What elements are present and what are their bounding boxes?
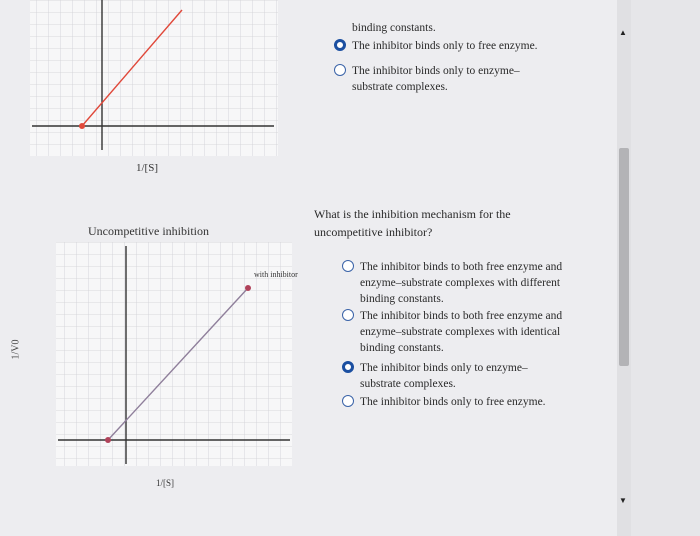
radio-unselected-icon[interactable] xyxy=(342,260,354,272)
top-cutoff-text: binding constants. xyxy=(352,22,436,34)
bottom-option-1[interactable]: The inhibitor binds to both free enzyme and enzyme–substrate complexes with different binding constants. xyxy=(342,259,582,307)
top-option-2[interactable]: The inhibitor binds only to enzyme–substrate complexes. xyxy=(334,63,560,95)
scroll-down-icon[interactable]: ▼ xyxy=(619,496,627,505)
question-text: What is the inhibition mechanism for the uncompetitive inhibitor? xyxy=(314,207,511,239)
radio-unselected-icon[interactable] xyxy=(342,395,354,407)
bottom-option-2[interactable]: The inhibitor binds to both free enzyme and enzyme–substrate complexes with identical binding constants. xyxy=(342,308,582,356)
top-x-axis-label: 1/[S] xyxy=(136,162,158,174)
bottom-end-point xyxy=(245,285,251,291)
radio-unselected-icon[interactable] xyxy=(334,64,346,76)
radio-unselected-icon[interactable] xyxy=(342,309,354,321)
bottom-option-3[interactable]: The inhibitor binds only to enzyme–substrate complexes. xyxy=(342,360,562,392)
top-intercept-point xyxy=(79,123,85,129)
radio-selected-icon[interactable] xyxy=(334,39,346,51)
line-label: with inhibitor xyxy=(254,270,298,279)
bottom-option-4[interactable]: The inhibitor binds only to free enzyme. xyxy=(342,394,582,410)
right-margin xyxy=(631,0,700,536)
bottom-intercept-point xyxy=(105,437,111,443)
top-option-1[interactable]: The inhibitor binds only to free enzyme. xyxy=(334,38,594,54)
radio-selected-icon[interactable] xyxy=(342,361,354,373)
bottom-x-axis-label: 1/[S] xyxy=(156,478,174,488)
bottom-y-axis-label: 1/V0 xyxy=(10,339,22,360)
graph-title: Uncompetitive inhibition xyxy=(88,224,209,238)
top-graph xyxy=(24,0,284,160)
scrollbar-thumb[interactable] xyxy=(619,148,629,366)
scroll-up-icon[interactable]: ▲ xyxy=(619,28,627,37)
